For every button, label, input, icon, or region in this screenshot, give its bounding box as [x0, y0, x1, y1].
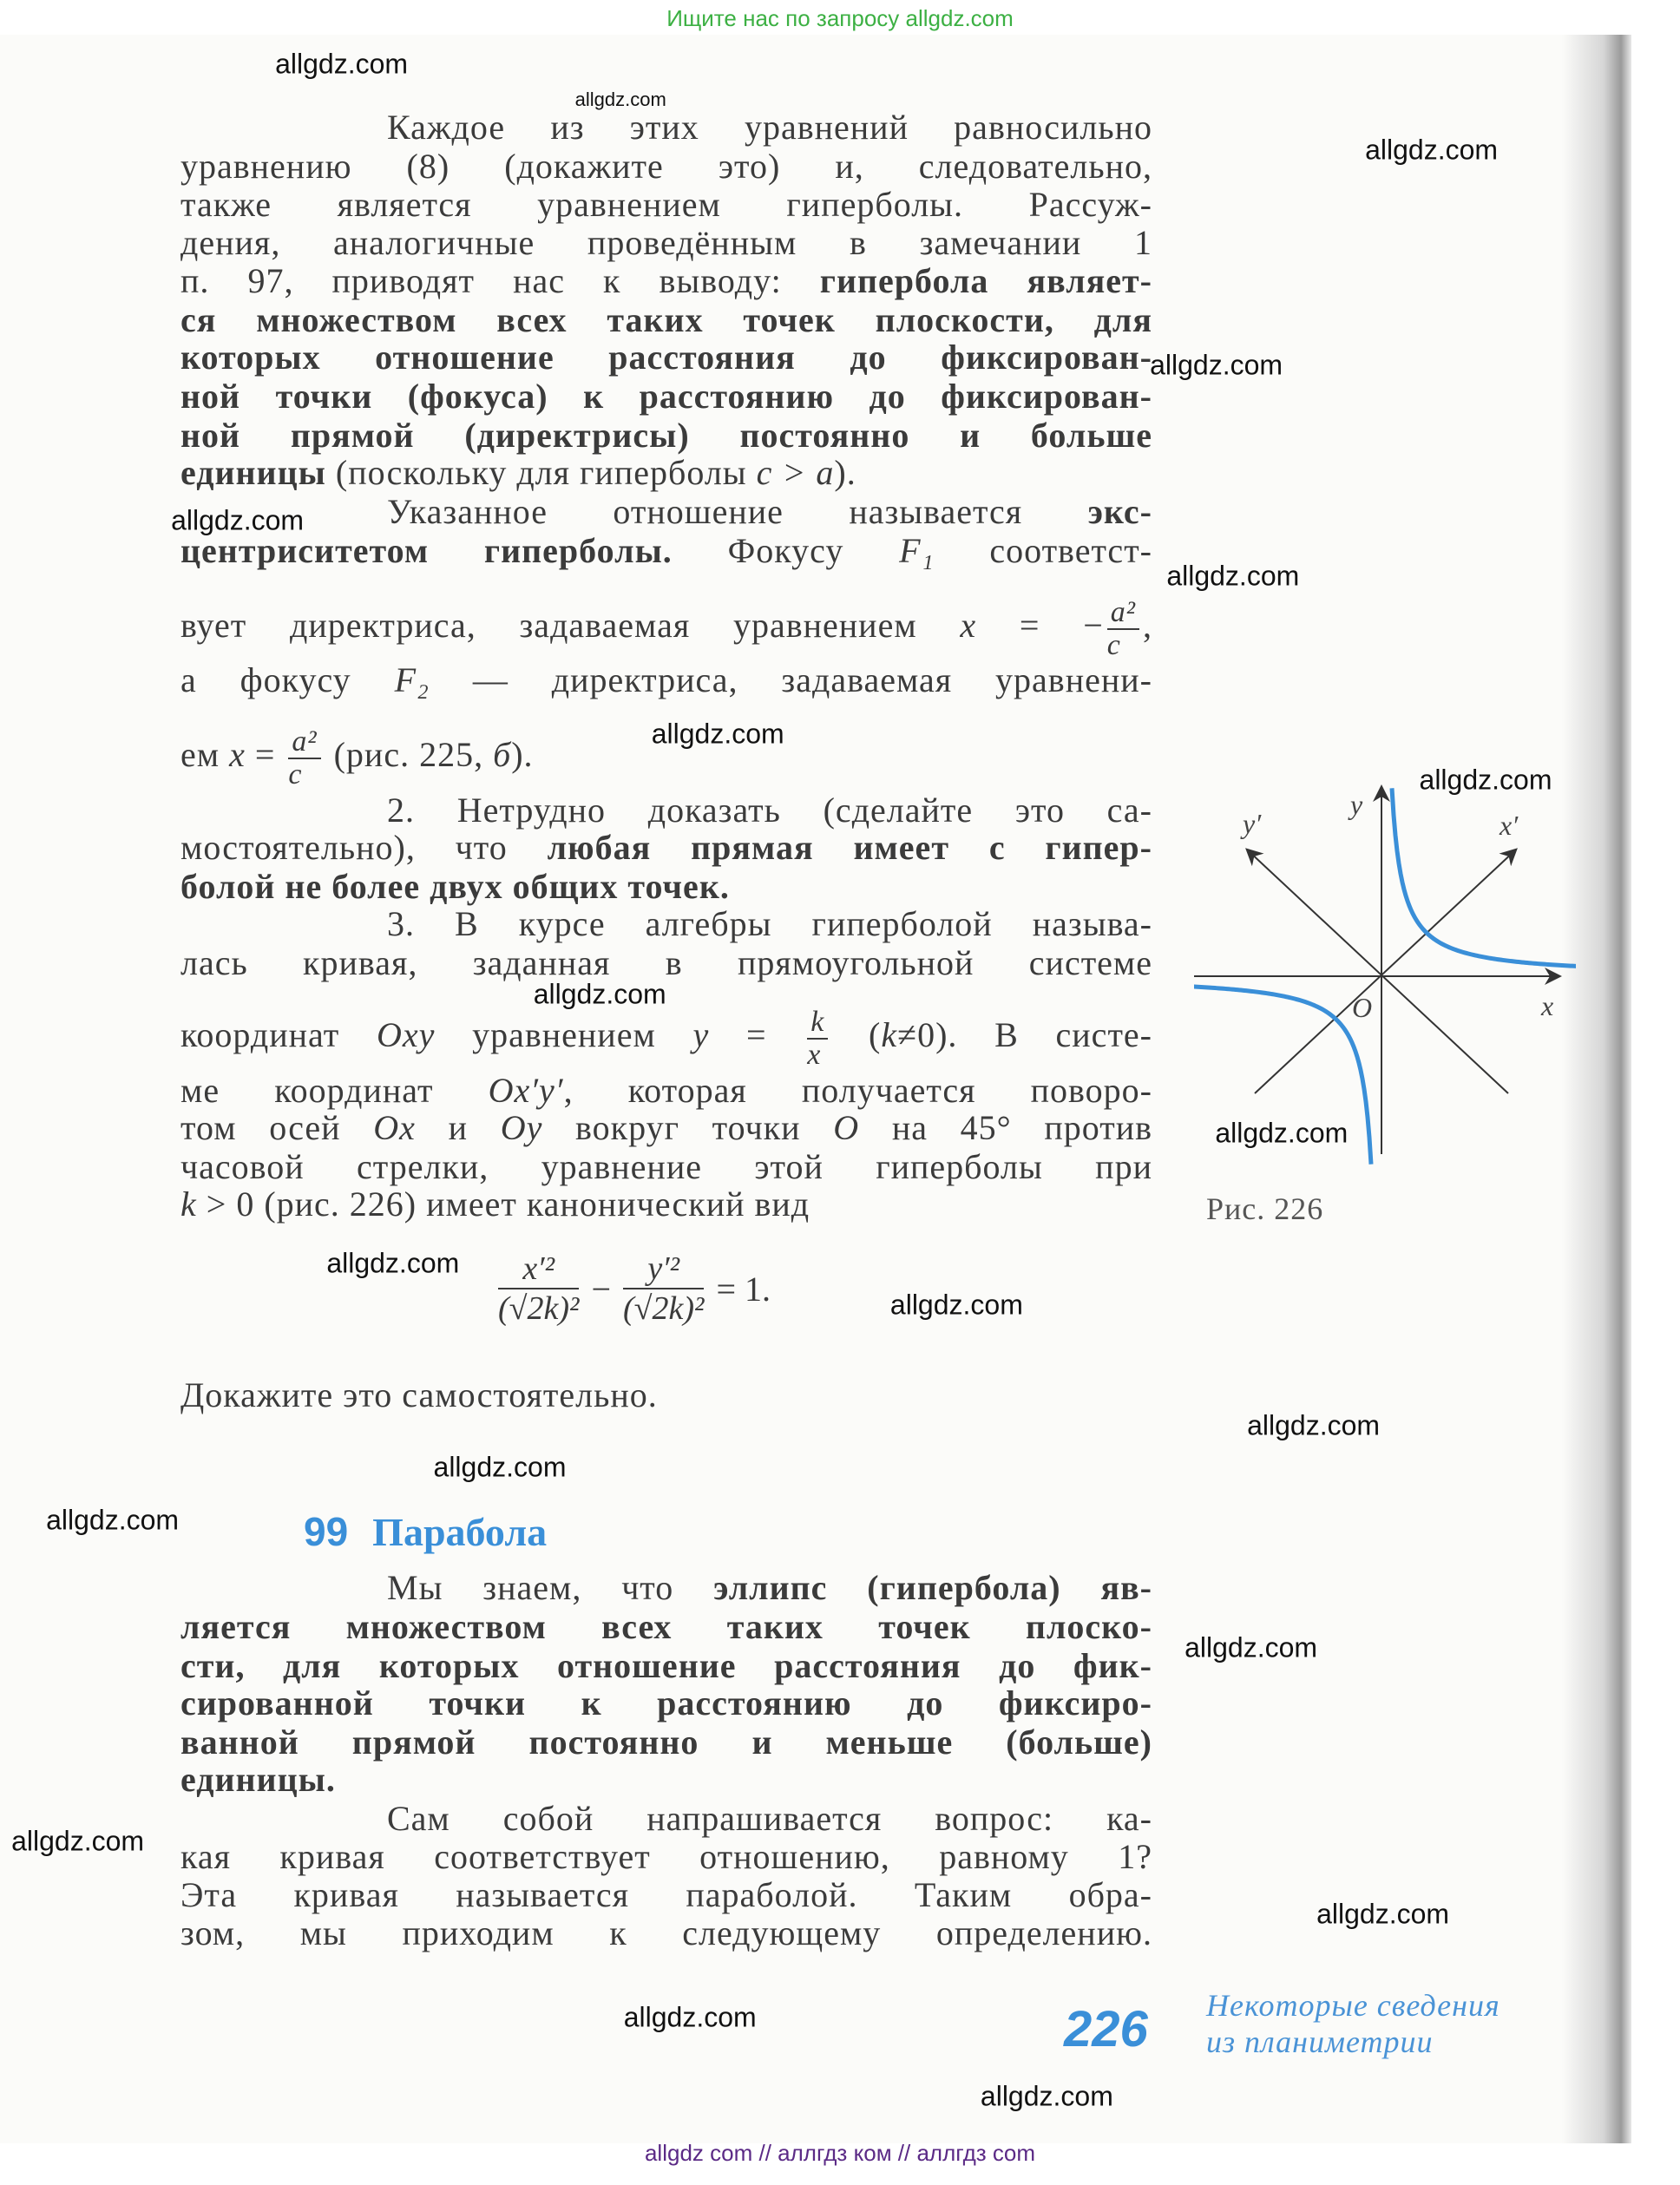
- text-line: [180, 301, 1152, 339]
- text-segment: ,: [1143, 606, 1152, 646]
- text-segment: 3. В курсе алгебры гиперболой называ-: [387, 904, 1152, 944]
- math-text: Ox: [373, 1108, 416, 1148]
- page-number: 226: [1064, 2001, 1148, 2057]
- text-line: [180, 1723, 1152, 1762]
- minus-sign: −: [591, 1269, 611, 1309]
- label-origin: O: [1352, 992, 1373, 1023]
- bold-text: эллипс (гипербола) яв-: [713, 1568, 1153, 1607]
- watermark[interactable]: allgdz.com: [171, 504, 305, 536]
- watermark[interactable]: allgdz.com: [433, 1451, 567, 1483]
- math-text: F₁: [899, 530, 935, 570]
- text-line: [180, 108, 1152, 147]
- top-banner[interactable]: Ищите нас по запросу allgdz.com: [666, 5, 1014, 31]
- text-line: [180, 829, 1152, 867]
- text-segment: на 45° против: [859, 1108, 1153, 1148]
- text-line: [180, 1800, 1152, 1838]
- x-prime-axis: [1255, 850, 1515, 1093]
- text-segment: > 0 (рис. 226) имеет канонический вид: [196, 1184, 810, 1224]
- watermark[interactable]: allgdz.com: [651, 718, 784, 750]
- bold-text: ванной прямой постоянно и меньше (больше): [180, 1722, 1152, 1762]
- text-line: [180, 868, 1152, 906]
- text-segment: Сам собой напрашивается вопрос: ка-: [387, 1798, 1152, 1838]
- numerator: a²: [1107, 597, 1139, 630]
- bold-text: ной точки (фокуса) к расстоянию до фиксирован-: [180, 377, 1152, 417]
- text-segment: также является уравнением гиперболы. Рассуж-: [180, 185, 1152, 225]
- math-text: k: [180, 1184, 197, 1224]
- text-segment: уравнением: [435, 1015, 693, 1055]
- denominator: c: [288, 758, 303, 791]
- denominator: (√2k)²: [623, 1290, 705, 1327]
- watermark[interactable]: allgdz.com: [1166, 560, 1300, 592]
- text-line: [180, 944, 1152, 982]
- inline-fraction: [1107, 597, 1139, 661]
- text-segment: Эта кривая называется параболой. Таким обра-: [180, 1874, 1152, 1914]
- math-text: c > a: [756, 453, 835, 493]
- text-segment: ≠0). В систе-: [897, 1015, 1152, 1055]
- text-segment: Каждое из этих уравнений равносильно: [387, 107, 1152, 147]
- math-text: k: [881, 1015, 898, 1055]
- watermark[interactable]: allgdz.com: [1247, 1409, 1381, 1441]
- text-segment: п. 97, приводят нас к выводу:: [180, 261, 820, 301]
- text-line: [180, 661, 1152, 699]
- text-segment: , которая получается поворо-: [563, 1071, 1152, 1111]
- inline-fraction: [288, 726, 320, 791]
- text-line: [180, 377, 1152, 416]
- numerator: a²: [288, 726, 320, 759]
- text-segment: Фокусу: [672, 530, 900, 570]
- equals-one: = 1.: [716, 1269, 771, 1309]
- text-segment: часовой стрелки, уравнение этой гиперболы при: [180, 1147, 1152, 1187]
- label-x-prime: x′: [1500, 810, 1519, 841]
- math-text: O: [833, 1108, 860, 1148]
- numerator: x′²: [498, 1250, 579, 1289]
- bold-text: сти, для которых отношение расстояния до фик-: [180, 1645, 1152, 1685]
- text-line: [180, 1185, 1152, 1224]
- watermark[interactable]: allgdz.com: [1316, 1898, 1450, 1930]
- label-y: y: [1350, 789, 1363, 820]
- text-line: [180, 1608, 1152, 1646]
- text-segment: и: [415, 1108, 501, 1148]
- math-text: Oxy: [376, 1015, 436, 1055]
- text-line: [180, 493, 1152, 531]
- watermark[interactable]: allgdz.com: [889, 1289, 1023, 1321]
- label-x: x: [1541, 990, 1554, 1021]
- text-line: [180, 1148, 1152, 1186]
- watermark[interactable]: allgdz.com: [533, 978, 666, 1010]
- text-segment: кая кривая соответствует отношению, равному 1?: [180, 1837, 1152, 1877]
- text-line: [180, 597, 1152, 661]
- text-segment: мостоятельно), что: [180, 828, 548, 868]
- denominator: (√2k)²: [498, 1290, 580, 1327]
- text-segment: соответст-: [934, 530, 1152, 570]
- text-line: [180, 1569, 1152, 1607]
- figure-caption: Рис. 226: [1206, 1191, 1324, 1226]
- math-text: F₂: [394, 659, 430, 699]
- inline-fraction: [807, 1007, 828, 1071]
- text-segment: ).: [834, 453, 856, 493]
- text-segment: (: [831, 1015, 882, 1055]
- text-segment: уравнению (8) (докажите это) и, следовательно,: [180, 146, 1152, 186]
- label-y-prime: y′: [1243, 808, 1262, 839]
- text-segment: ме координат: [180, 1071, 489, 1111]
- bold-text: экс-: [1087, 492, 1152, 531]
- text-segment: вует директриса, задаваемая уравнением: [180, 606, 961, 646]
- bold-text: ся множеством всех таких точек плоскости, для: [180, 300, 1152, 340]
- watermark[interactable]: allgdz.com: [326, 1247, 460, 1279]
- text-segment: =: [709, 1015, 804, 1055]
- text-line: [180, 262, 1152, 300]
- text-line: [180, 338, 1152, 377]
- bold-text: сированной точки к расстоянию до фиксиро-: [180, 1683, 1152, 1722]
- watermark[interactable]: allgdz.com: [623, 2001, 757, 2033]
- text-line: [180, 417, 1152, 455]
- bold-text: единицы: [180, 453, 326, 493]
- section-title: Парабола: [372, 1510, 548, 1554]
- fraction-x: [498, 1250, 579, 1328]
- text-line: [180, 186, 1152, 224]
- text-line: [180, 1072, 1152, 1110]
- numerator: k: [807, 1007, 828, 1040]
- text-line: [180, 1876, 1152, 1914]
- section-number: 99: [304, 1509, 349, 1554]
- bold-text: ной прямой (директрисы) постоянно и больше: [180, 416, 1152, 455]
- text-segment: а фокусу: [180, 659, 395, 699]
- text-line: [180, 148, 1152, 186]
- fraction-y: [623, 1250, 704, 1328]
- bottom-banner[interactable]: allgdz com // аллгдз ком // аллгдз com: [644, 2140, 1036, 2166]
- math-text: Ox′y′: [488, 1071, 564, 1111]
- y-prime-axis: [1248, 850, 1508, 1093]
- bold-text: гипербола являет-: [819, 261, 1153, 301]
- text-segment: 2. Нетрудно доказать (сделайте это са-: [387, 791, 1152, 830]
- text-line: [180, 1761, 1152, 1799]
- text-line: [180, 1109, 1152, 1147]
- watermark[interactable]: allgdz.com: [1150, 349, 1283, 381]
- text-line: [180, 791, 1152, 830]
- bold-text: любая прямая имеет с гипер-: [547, 828, 1153, 868]
- watermark[interactable]: allgdz.com: [1185, 1631, 1318, 1663]
- bold-text: болой не более двух общих точек.: [180, 867, 730, 906]
- section-line-2: из планиметрии: [1206, 2024, 1434, 2059]
- denominator: c: [1106, 629, 1121, 661]
- text-line: [180, 905, 1152, 943]
- math-text: y: [692, 1015, 710, 1055]
- watermark[interactable]: allgdz.com: [11, 1825, 145, 1857]
- watermark[interactable]: allgdz.com: [275, 48, 409, 80]
- text-line: [180, 1647, 1152, 1685]
- watermark[interactable]: allgdz.com: [574, 89, 666, 111]
- text-line: [180, 454, 1152, 492]
- text-segment: ).: [511, 734, 534, 774]
- text-segment: лась кривая, заданная в прямоугольной системе: [180, 943, 1152, 982]
- running-section-title: [1206, 1987, 1500, 2060]
- text-line: [180, 1684, 1152, 1722]
- text-line: [180, 532, 1152, 570]
- text-segment: дения, аналогичные проведённым в замечании 1: [180, 222, 1152, 262]
- text-segment: Докажите это самостоятельно.: [180, 1375, 658, 1414]
- text-line: [180, 1914, 1152, 1952]
- text-line: [180, 1376, 1152, 1414]
- watermark[interactable]: allgdz.com: [980, 2080, 1113, 2112]
- watermark[interactable]: allgdz.com: [1365, 134, 1499, 166]
- watermark[interactable]: allgdz.com: [1215, 1117, 1349, 1149]
- text-segment: вокруг точки: [542, 1108, 834, 1148]
- canonical-formula: [495, 1250, 771, 1328]
- bold-text: ляется множеством всех таких точек плоско-: [180, 1606, 1152, 1646]
- numerator: y′²: [623, 1250, 704, 1289]
- text-segment: координат: [180, 1015, 377, 1055]
- text-segment: зом, мы приходим к следующему определению.: [180, 1913, 1152, 1953]
- bold-text: центриситетом гиперболы.: [180, 530, 673, 570]
- watermark[interactable]: allgdz.com: [46, 1504, 180, 1536]
- section-line-1: Некоторые сведения: [1206, 1988, 1500, 2023]
- text-segment: (рис. 225,: [324, 734, 494, 774]
- text-line: [180, 224, 1152, 262]
- text-segment: (поскольку для гиперболы: [325, 453, 757, 493]
- text-line: [180, 1838, 1152, 1876]
- text-segment: =: [245, 734, 285, 774]
- watermark[interactable]: allgdz.com: [1419, 764, 1552, 796]
- math-text: б: [493, 734, 512, 774]
- text-segment: Мы знаем, что: [387, 1568, 714, 1607]
- math-text: Oy: [500, 1108, 543, 1148]
- bold-text: которых отношение расстояния до фиксирован-: [180, 338, 1152, 377]
- text-segment: — директриса, задаваемая уравнени-: [429, 659, 1152, 699]
- bold-text: единицы.: [180, 1759, 336, 1799]
- text-segment: том осей: [180, 1108, 374, 1148]
- text-segment: Указанное отношение называется: [387, 492, 1088, 531]
- section-heading: [304, 1508, 547, 1555]
- text-segment: ем: [180, 734, 230, 774]
- math-text: x: [229, 734, 246, 774]
- text-line: [180, 1007, 1152, 1071]
- math-text: x: [960, 606, 977, 646]
- denominator: x: [807, 1039, 822, 1071]
- text-segment: = −: [976, 606, 1104, 646]
